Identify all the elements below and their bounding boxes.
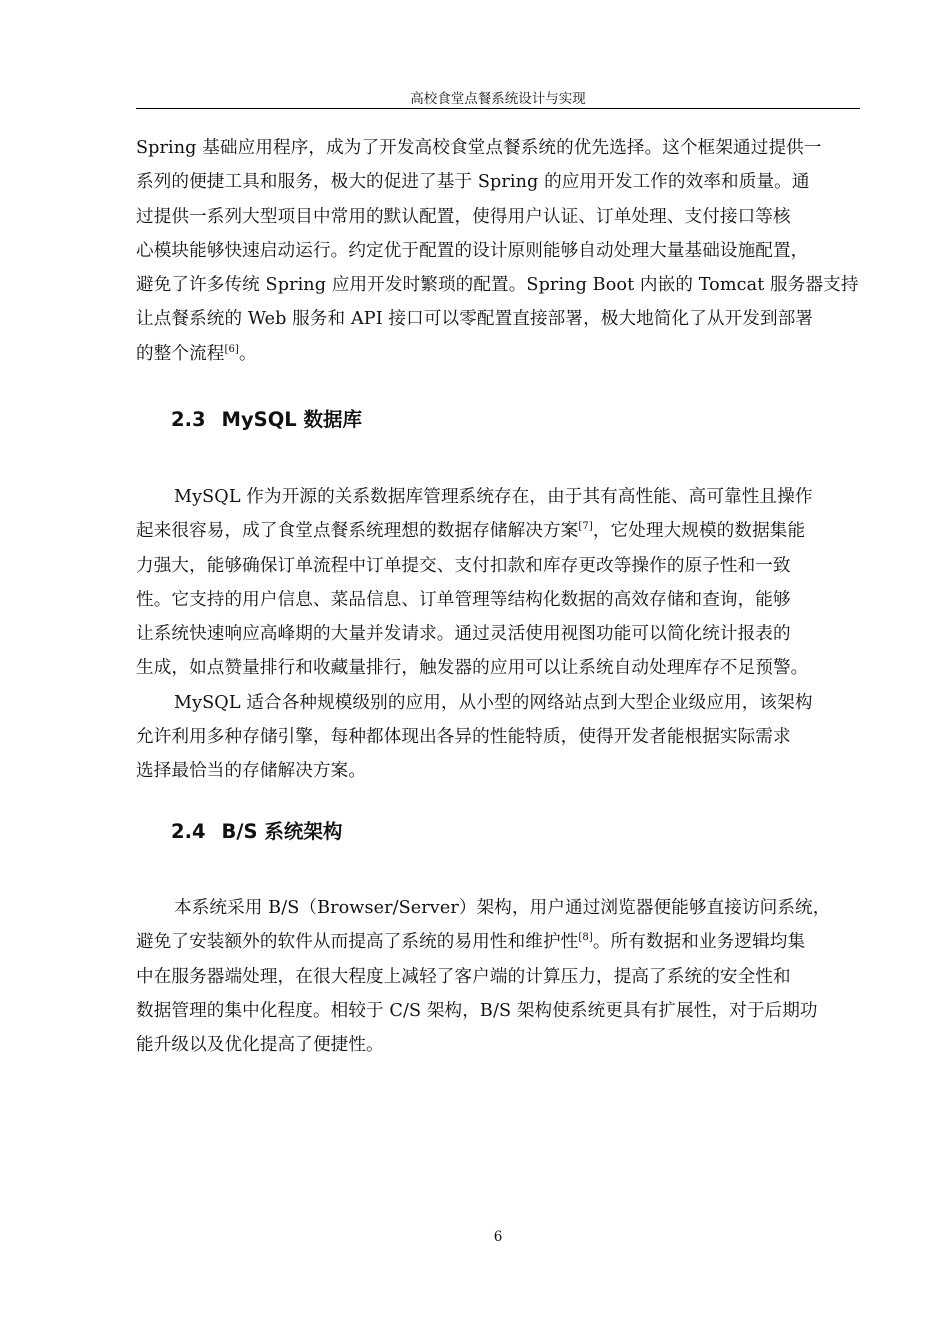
text-line: 过提供一系列大型项目中常用的默认配置，使得用户认证、订单处理、支付接口等核	[136, 206, 791, 227]
text-line: 避免了许多传统 Spring 应用开发时繁琐的配置。Spring Boot 内嵌的 Tomcat 服务器支持	[136, 275, 859, 296]
intro-paragraph	[136, 131, 860, 371]
citation-ref[interactable]: [8]	[578, 932, 593, 944]
citation-ref[interactable]: [7]	[578, 521, 593, 533]
paragraph	[136, 686, 860, 789]
section-title: B/S 系统架构	[221, 820, 343, 843]
text-line	[136, 337, 860, 371]
section-heading-2-4	[171, 820, 342, 844]
text-line: MySQL 作为开源的关系数据库管理系统存在，由于其有高性能、高可靠性且操作	[174, 487, 813, 507]
text-fragment: 。	[238, 343, 257, 364]
paragraph	[136, 480, 860, 686]
text-line: Spring 基础应用程序，成为了开发高校食堂点餐系统的优先选择。这个框架通过提供一	[136, 138, 822, 158]
text-line: 心模块能够快速启动运行。约定优于配置的设计原则能够自动处理大量基础设施配置，	[136, 240, 809, 261]
text-line: 允许利用多种存储引擎，每种都体现出各异的性能特质，使得开发者能根据实际需求	[136, 727, 791, 748]
text-fragment: 。所有数据和业务逻辑均集	[592, 932, 806, 953]
section-number: 2.3	[171, 408, 206, 431]
section-2-3-body	[136, 480, 860, 789]
text-line: 让点餐系统的 Web 服务和 API 接口可以零配置直接部署，极大地简化了从开发到部署	[136, 309, 814, 330]
citation-ref[interactable]: [6]	[224, 343, 239, 355]
text-fragment: ，它处理大规模的数据集能	[592, 521, 806, 542]
section-heading-2-3	[171, 408, 362, 432]
text-line: 本系统采用 B/S（Browser/Server）架构，用户通过浏览器便能够直接访问系统，	[174, 898, 831, 918]
text-line: 力强大，能够确保订单流程中订单提交、支付扣款和库存更改等操作的原子性和一致	[136, 555, 791, 576]
text-line: 能升级以及优化提高了便捷性。	[136, 1035, 384, 1056]
section-title: MySQL 数据库	[221, 408, 362, 431]
text-line: MySQL 适合各种规模级别的应用，从小型的网络站点到大型企业级应用，该架构	[174, 692, 813, 713]
section-number: 2.4	[171, 820, 206, 843]
text-line: 系列的便捷工具和服务，极大的促进了基于 Spring 的应用开发工作的效率和质量。通	[136, 172, 810, 193]
text-line: 性。它支持的用户信息、菜品信息、订单管理等结构化数据的高效存储和查询，能够	[136, 589, 791, 610]
page-number: 6	[493, 1229, 503, 1245]
text-line: 选择最恰当的存储解决方案。	[136, 761, 367, 782]
text-line: 让系统快速响应高峰期的大量并发请求。通过灵活使用视图功能可以简化统计报表的	[136, 624, 791, 645]
text-line	[136, 514, 860, 548]
text-line: 数据管理的集中化程度。相较于 C/S 架构，B/S 架构使系统更具有扩展性，对于后期功	[136, 1000, 818, 1021]
text-fragment: 的整个流程	[136, 343, 225, 364]
running-header-title: 高校食堂点餐系统设计与实现	[410, 91, 586, 107]
paragraph	[136, 891, 860, 1062]
section-2-4-body	[136, 891, 860, 1062]
text-fragment: 避免了安装额外的软件从而提高了系统的易用性和维护性	[136, 932, 579, 953]
text-line	[136, 925, 860, 959]
text-line: 生成，如点赞量排行和收藏量排行，触发器的应用可以让系统自动处理库存不足预警。	[136, 658, 809, 679]
text-line: 中在服务器端处理，在很大程度上减轻了客户端的计算压力，提高了系统的安全性和	[136, 966, 791, 987]
text-fragment: 起来很容易，成了食堂点餐系统理想的数据存储解决方案	[136, 521, 579, 542]
header-divider	[136, 108, 860, 109]
